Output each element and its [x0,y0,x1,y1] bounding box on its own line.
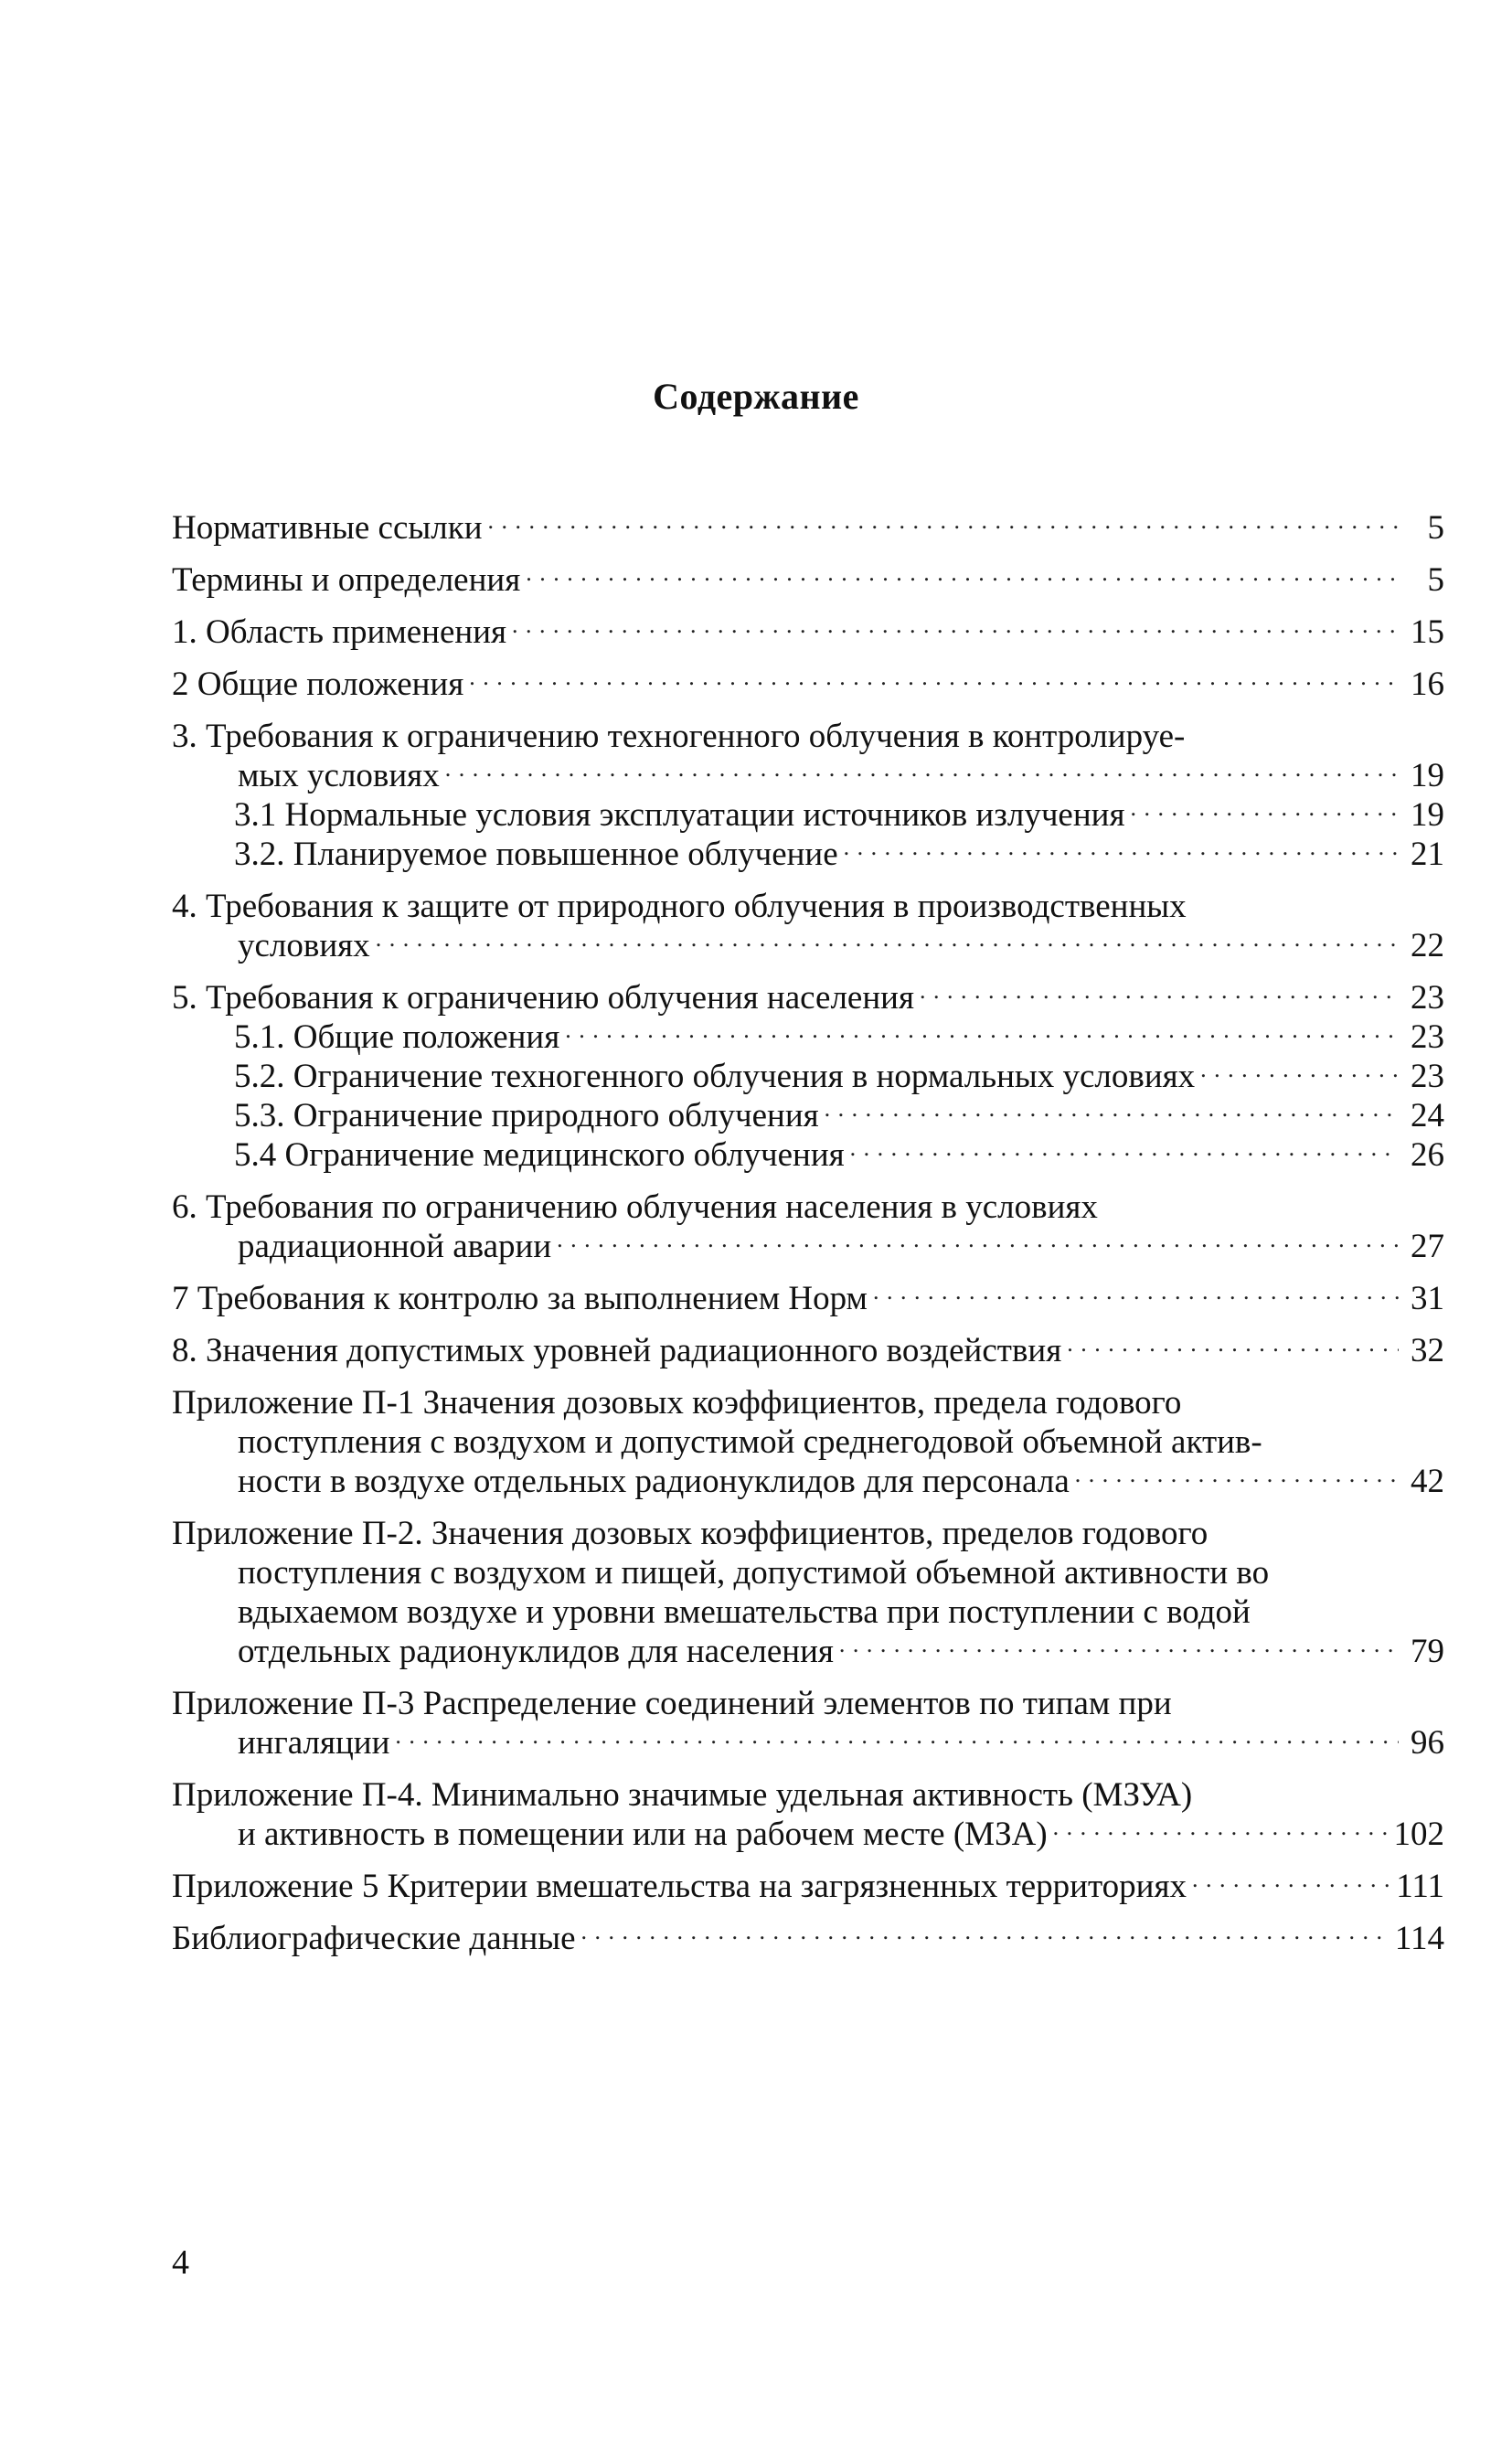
toc-page-number: 102 [1393,1816,1444,1853]
toc-entry-title: Приложение П-1 Значения дозовых коэффициентов, предела годового [172,1384,1182,1422]
toc-page-number: 19 [1411,757,1444,794]
dot-leader [873,1279,1399,1318]
toc-entry-title: 8. Значения допустимых уровней радиационного воздействия [172,1332,1062,1369]
dot-leader [565,1017,1399,1057]
dot-leader [526,560,1399,600]
toc-entry-appendix-p2[interactable] [172,1514,1444,1671]
page-number: 4 [172,2243,189,2282]
toc-entry-title: Библиографические данные [172,1920,576,1957]
dot-leader [1067,1331,1399,1370]
toc-page-number: 26 [1411,1136,1444,1174]
toc-entry-section-3-2[interactable] [172,835,1444,874]
toc-entry-section-6[interactable] [172,1188,1444,1266]
toc-entry-title: 5.3. Ограничение природного облучения [234,1097,819,1134]
toc-page-number: 5 [1427,561,1444,599]
toc-page-number: 32 [1411,1332,1444,1369]
toc-page-number: 24 [1411,1097,1444,1134]
dot-leader [1053,1815,1389,1854]
dot-leader [1192,1867,1390,1906]
toc-entry-title: Приложение П-4. Минимально значимые удельная активность (МЗУА) [172,1776,1193,1814]
toc-entry-title: Нормативные ссылки [172,509,483,547]
toc-entry-bibliography[interactable] [172,1919,1444,1958]
toc-entry-section-5[interactable] [172,978,1444,1017]
dot-leader [920,978,1399,1017]
toc-entry-appendix-5[interactable] [172,1867,1444,1906]
toc-page-number: 42 [1411,1463,1444,1500]
dot-leader [512,612,1399,652]
toc-entry-title-continuation: отдельных радионуклидов для населения [238,1633,834,1670]
toc-page-number: 23 [1411,979,1444,1017]
toc-entry-title: Термины и определения [172,561,521,599]
toc-entry-section-4[interactable] [172,887,1444,965]
dot-leader [581,1919,1390,1958]
toc-entry-appendix-p4[interactable] [172,1775,1444,1854]
toc-entry-title: 3.2. Планируемое повышенное облучение [234,836,838,873]
toc-page-number: 5 [1427,509,1444,547]
toc-entry-title-continuation: вдыхаемом воздухе и уровни вмешательства при поступлении с водой [238,1593,1251,1631]
dot-leader [557,1227,1399,1266]
toc-entry-title-continuation: и активность в помещении или на рабочем месте (МЗА) [238,1816,1048,1853]
dot-leader [395,1723,1399,1763]
dot-leader [1200,1057,1399,1096]
toc-entry-title-continuation: радиационной аварии [238,1228,552,1265]
toc-page-number: 27 [1411,1228,1444,1265]
table-of-contents [172,508,1444,1958]
dot-leader [1130,795,1399,835]
toc-entry-appendix-p1[interactable] [172,1383,1444,1501]
toc-entry-section-5-4[interactable] [172,1135,1444,1175]
toc-page-number: 111 [1396,1868,1444,1905]
dot-leader [376,926,1399,965]
toc-entry-title-continuation: ности в воздухе отдельных радионуклидов для персонала [238,1463,1070,1500]
toc-entry-section-8[interactable] [172,1331,1444,1370]
toc-page-number: 22 [1411,927,1444,964]
toc-entry-title: 5. Требования к ограничению облучения населения [172,979,914,1017]
toc-entry-section-5-2[interactable] [172,1057,1444,1096]
toc-entry-appendix-p3[interactable] [172,1684,1444,1763]
toc-entry-title-continuation: поступления с воздухом и допустимой среднегодовой объемной актив- [238,1423,1262,1461]
toc-page-number: 96 [1411,1724,1444,1762]
toc-page-number: 23 [1411,1058,1444,1095]
toc-entry-title: Приложение 5 Критерии вмешательства на загрязненных территориях [172,1868,1187,1905]
toc-entry-terms-definitions[interactable] [172,560,1444,600]
toc-page-number: 79 [1411,1633,1444,1670]
dot-leader [469,665,1399,704]
toc-entry-title-continuation: поступления с воздухом и пищей, допустимой объемной активности во [238,1554,1270,1592]
toc-entry-title-continuation: ингаляции [238,1724,390,1762]
toc-entry-title: 5.4 Ограничение медицинского облучения [234,1136,845,1174]
toc-entry-section-3-1[interactable] [172,795,1444,835]
toc-page-number: 23 [1411,1018,1444,1056]
toc-entry-title: Приложение П-3 Распределение соединений элементов по типам при [172,1685,1172,1722]
toc-page-number: 16 [1411,666,1444,703]
toc-entry-section-3[interactable] [172,717,1444,795]
toc-entry-title: Приложение П-2. Значения дозовых коэффициентов, пределов годового [172,1515,1209,1552]
dot-leader [850,1135,1399,1175]
toc-entry-title: 5.2. Ограничение техногенного облучения в нормальных условиях [234,1058,1196,1095]
toc-page-number: 31 [1411,1280,1444,1317]
toc-page-number: 21 [1411,836,1444,873]
dot-leader [839,1632,1399,1671]
toc-entry-title: 1. Область применения [172,613,507,651]
toc-entry-section-7[interactable] [172,1279,1444,1318]
dot-leader [1075,1462,1399,1501]
toc-entry-title: 2 Общие положения [172,666,464,703]
page-title: Содержание [653,376,859,417]
toc-entry-title-continuation: мых условиях [238,757,440,794]
dot-leader [844,835,1399,874]
toc-entry-section-2[interactable] [172,665,1444,704]
toc-page-number: 15 [1411,613,1444,651]
toc-entry-section-1[interactable] [172,612,1444,652]
toc-entry-title: 6. Требования по ограничению облучения населения в условиях [172,1188,1098,1226]
toc-entry-title: 7 Требования к контролю за выполнением Норм [172,1280,868,1317]
toc-entry-section-5-1[interactable] [172,1017,1444,1057]
toc-entry-title: 4. Требования к защите от природного облучения в производственных [172,888,1187,925]
toc-entry-title-continuation: условиях [238,927,370,964]
toc-entry-title: 5.1. Общие положения [234,1018,560,1056]
toc-entry-title: 3. Требования к ограничению техногенного облучения в контролируе- [172,718,1186,755]
toc-entry-section-5-3[interactable] [172,1096,1444,1135]
toc-entry-title: 3.1 Нормальные условия эксплуатации источников излучения [234,796,1125,834]
toc-entry-normative-references[interactable] [172,508,1444,548]
dot-leader [825,1096,1399,1135]
dot-leader [445,756,1399,795]
dot-leader [488,508,1399,548]
toc-page-number: 114 [1394,1920,1444,1957]
toc-page-number: 19 [1411,796,1444,834]
